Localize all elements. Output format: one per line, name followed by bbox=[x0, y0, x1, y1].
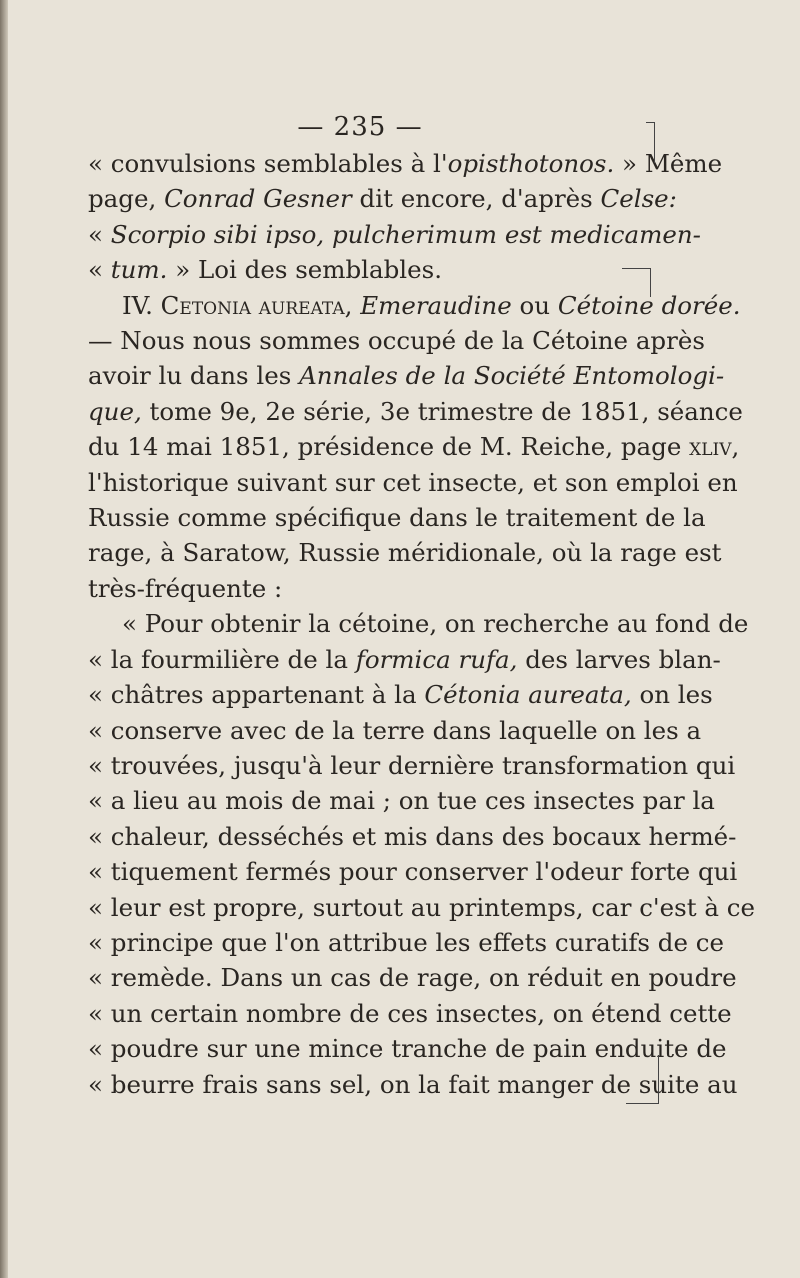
text-line bbox=[88, 252, 628, 287]
italic-text-run: que, bbox=[88, 396, 142, 426]
text-run: on les bbox=[631, 680, 713, 710]
text-line bbox=[88, 500, 706, 535]
text-run: rage, à Saratow, Russie méridionale, où la rage est bbox=[88, 538, 722, 568]
text-run: « trouvées, jusqu'à leur dernière transformation qui bbox=[88, 750, 736, 780]
text-run: » Loi des semblables. bbox=[167, 255, 442, 285]
italic-text-run: opisthotonos. bbox=[447, 149, 615, 178]
text-run: avoir lu dans les bbox=[88, 361, 300, 391]
body-text bbox=[88, 146, 755, 1102]
text-run: « leur est propre, surtout au printemps, car c'est à ce bbox=[88, 892, 755, 922]
text-run: très-fréquente : bbox=[88, 573, 283, 603]
italic-text-run: Cétoine dorée. bbox=[557, 290, 741, 320]
text-run: « bbox=[88, 219, 111, 249]
text-line bbox=[88, 394, 743, 429]
text-line bbox=[88, 465, 738, 500]
text-line bbox=[88, 854, 738, 889]
margin-bracket-mark bbox=[646, 122, 655, 163]
text-run: « a lieu au mois de mai ; on tue ces insectes par la bbox=[88, 786, 715, 816]
page-number: — 235 — bbox=[297, 112, 423, 142]
text-line bbox=[88, 748, 736, 783]
text-line bbox=[88, 217, 701, 252]
text-line bbox=[88, 677, 713, 712]
text-run: tome 9e, 2e série, 3e trimestre de 1851, séance bbox=[141, 396, 743, 426]
text-run: « un certain nombre de ces insectes, on étend cette bbox=[88, 998, 732, 1028]
text-run: IV. bbox=[122, 290, 161, 320]
text-run: « beurre frais sans sel, on la fait manger de suite au bbox=[88, 1069, 738, 1099]
text-line bbox=[88, 606, 749, 641]
text-line bbox=[88, 146, 723, 181]
text-line bbox=[88, 358, 725, 393]
italic-text-run: Annales de la Société Entomologi- bbox=[299, 361, 725, 391]
text-run: « Pour obtenir la cétoine, on recherche au fond de bbox=[122, 609, 749, 639]
text-line bbox=[88, 890, 755, 925]
text-run: — Nous nous sommes occupé de la Cétoine après bbox=[88, 326, 705, 356]
small-caps-text-run: xliv, bbox=[689, 432, 740, 462]
text-run: « conserve avec de la terre dans laquelle on les a bbox=[88, 715, 702, 745]
italic-text-run: Scorpio sibi ipso, pulcherimum est medicamen- bbox=[110, 219, 701, 249]
italic-text-run: Cétonia aureata, bbox=[424, 680, 632, 710]
text-run: « convulsions semblables à l' bbox=[88, 149, 448, 178]
margin-bracket-mark bbox=[622, 268, 651, 297]
italic-text-run: formica rufa, bbox=[355, 644, 518, 674]
text-line bbox=[88, 642, 721, 677]
text-run: page, bbox=[88, 184, 165, 214]
text-run: « tiquement fermés pour conserver l'odeur forte qui bbox=[88, 857, 738, 887]
text-run: dit encore, d'après bbox=[351, 184, 601, 214]
text-run: « chaleur, desséchés et mis dans des bocaux hermé- bbox=[88, 821, 737, 851]
text-run: » Même bbox=[614, 149, 723, 178]
text-line bbox=[88, 713, 702, 748]
text-line bbox=[88, 783, 715, 818]
text-run: « bbox=[88, 255, 111, 285]
italic-text-run: Celse: bbox=[600, 184, 677, 214]
text-run: Russie comme spécifique dans le traitement de la bbox=[88, 503, 706, 533]
text-run: l'historique suivant sur cet insecte, et son emploi en bbox=[88, 467, 738, 497]
text-line bbox=[88, 925, 724, 960]
margin-bracket-mark bbox=[626, 1055, 659, 1104]
italic-text-run: Conrad Gesner bbox=[164, 184, 352, 214]
text-run: « la fourmilière de la bbox=[88, 644, 356, 674]
text-line bbox=[88, 571, 628, 606]
text-run: « principe que l'on attribue les effets curatifs de ce bbox=[88, 927, 724, 957]
text-run: du 14 mai 1851, présidence de M. Reiche, page bbox=[88, 432, 690, 462]
text-line bbox=[88, 1067, 738, 1102]
text-run: ou bbox=[511, 290, 558, 320]
text-line bbox=[88, 323, 705, 358]
italic-text-run: tum. bbox=[110, 255, 168, 285]
text-line bbox=[88, 429, 740, 464]
text-line bbox=[88, 181, 677, 216]
text-run: des larves blan- bbox=[517, 644, 721, 674]
italic-text-run: Emeraudine bbox=[360, 290, 512, 320]
small-caps-text-run: Cetonia aureata, bbox=[160, 290, 353, 320]
text-run: « poudre sur une mince tranche de pain enduite de bbox=[88, 1034, 727, 1064]
text-run: « châtres appartenant à la bbox=[88, 680, 425, 710]
text-line bbox=[88, 996, 732, 1031]
text-line bbox=[88, 288, 741, 323]
text-line bbox=[88, 1031, 727, 1066]
text-line bbox=[88, 819, 737, 854]
text-run: « remède. Dans un cas de rage, on réduit en poudre bbox=[88, 963, 737, 993]
binding-edge bbox=[0, 0, 8, 1278]
text-line bbox=[88, 960, 737, 995]
text-line bbox=[88, 535, 722, 570]
